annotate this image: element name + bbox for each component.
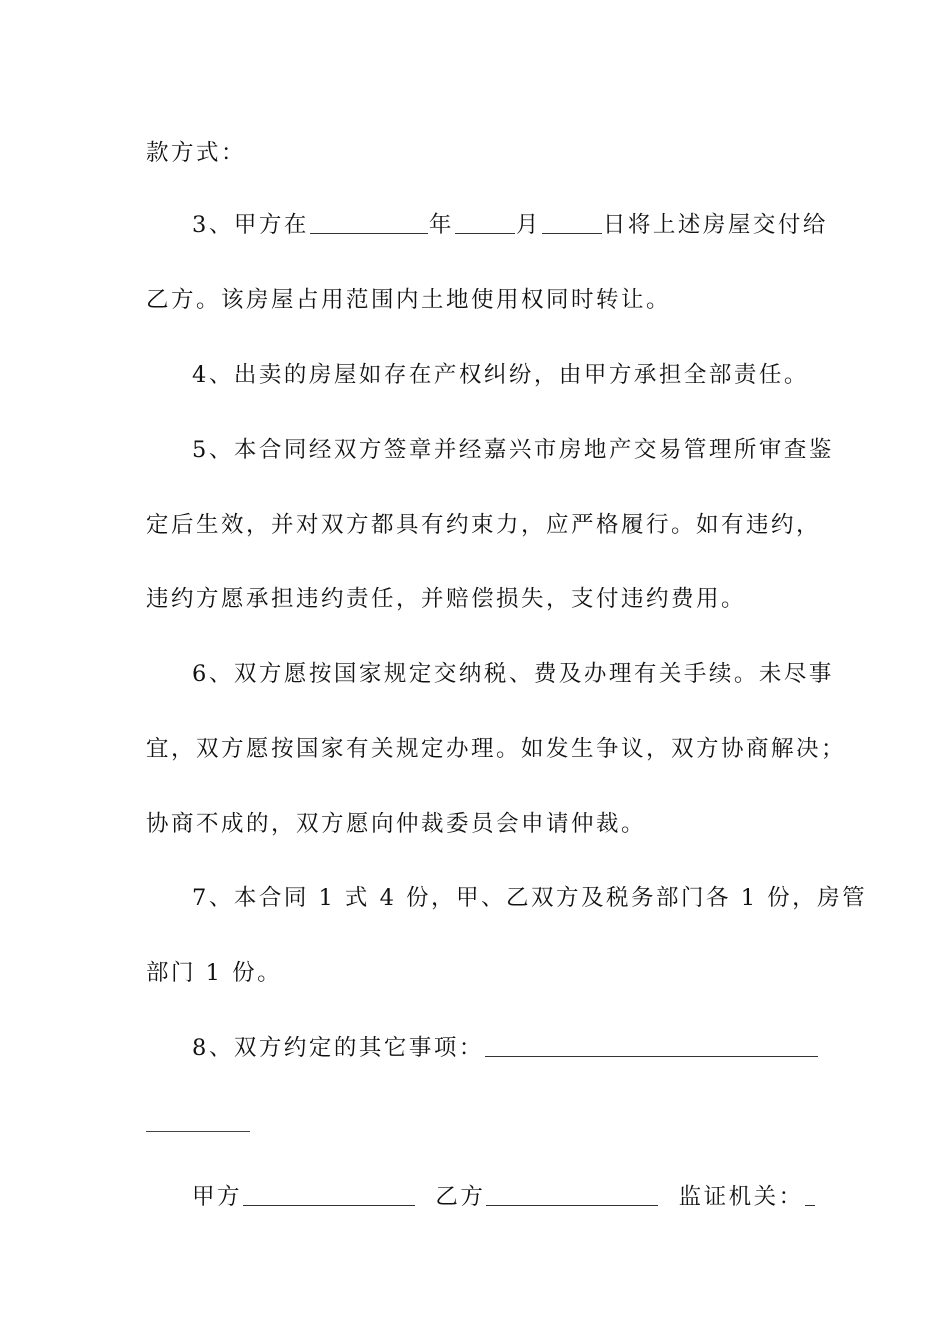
- signature-line: [192, 1182, 816, 1212]
- other-matters-blank: [485, 1034, 818, 1057]
- clause-8-line: [192, 1033, 819, 1063]
- text-line: 定后生效，并对双方都具有约束力，应严格履行。如有违约，: [146, 512, 822, 538]
- year-blank: [310, 211, 428, 234]
- clause-6-line: 6、双方愿按国家规定交纳税、费及办理有关手续。未尽事: [192, 661, 834, 687]
- text-line: 款方式：: [146, 140, 247, 166]
- text-line: 乙方。该房屋占用范围内土地使用权同时转让。: [146, 287, 672, 313]
- day-blank: [542, 211, 602, 234]
- text-line: 部门 1 份。: [146, 960, 283, 986]
- supervisor-blank: [805, 1183, 815, 1206]
- month-blank: [455, 211, 515, 234]
- clause-8-label: 8、双方约定的其它事项：: [192, 1035, 484, 1061]
- party-a-label: 甲方: [192, 1184, 243, 1210]
- text-line: 违约方愿承担违约责任，并赔偿损失，支付违约费用。: [146, 586, 747, 612]
- year-label: 年: [428, 212, 454, 238]
- clause-3-suffix: 日将上述房屋交付给: [602, 212, 828, 238]
- party-a-blank: [243, 1183, 415, 1206]
- month-label: 月: [515, 212, 541, 238]
- clause-4-line: 4、出卖的房屋如存在产权纠纷，由甲方承担全部责任。: [192, 362, 809, 388]
- clause-3-prefix: 3、甲方在: [192, 212, 309, 238]
- clause-7-line: 7、本合同 1 式 4 份，甲、乙双方及税务部门各 1 份，房管: [192, 885, 868, 911]
- clause-5-line: 5、本合同经双方签章并经嘉兴市房地产交易管理所审查鉴: [192, 437, 834, 463]
- other-matters-continuation-line: [146, 1131, 250, 1132]
- party-b-blank: [486, 1183, 658, 1206]
- clause-3-line: [192, 210, 828, 240]
- supervisor-label: 监证机关：: [678, 1184, 804, 1210]
- text-line: 宜，双方愿按国家有关规定办理。如发生争议，双方协商解决；: [146, 736, 847, 762]
- party-b-label: 乙方: [435, 1184, 486, 1210]
- text-line: 协商不成的，双方愿向仲裁委员会申请仲裁。: [146, 811, 647, 837]
